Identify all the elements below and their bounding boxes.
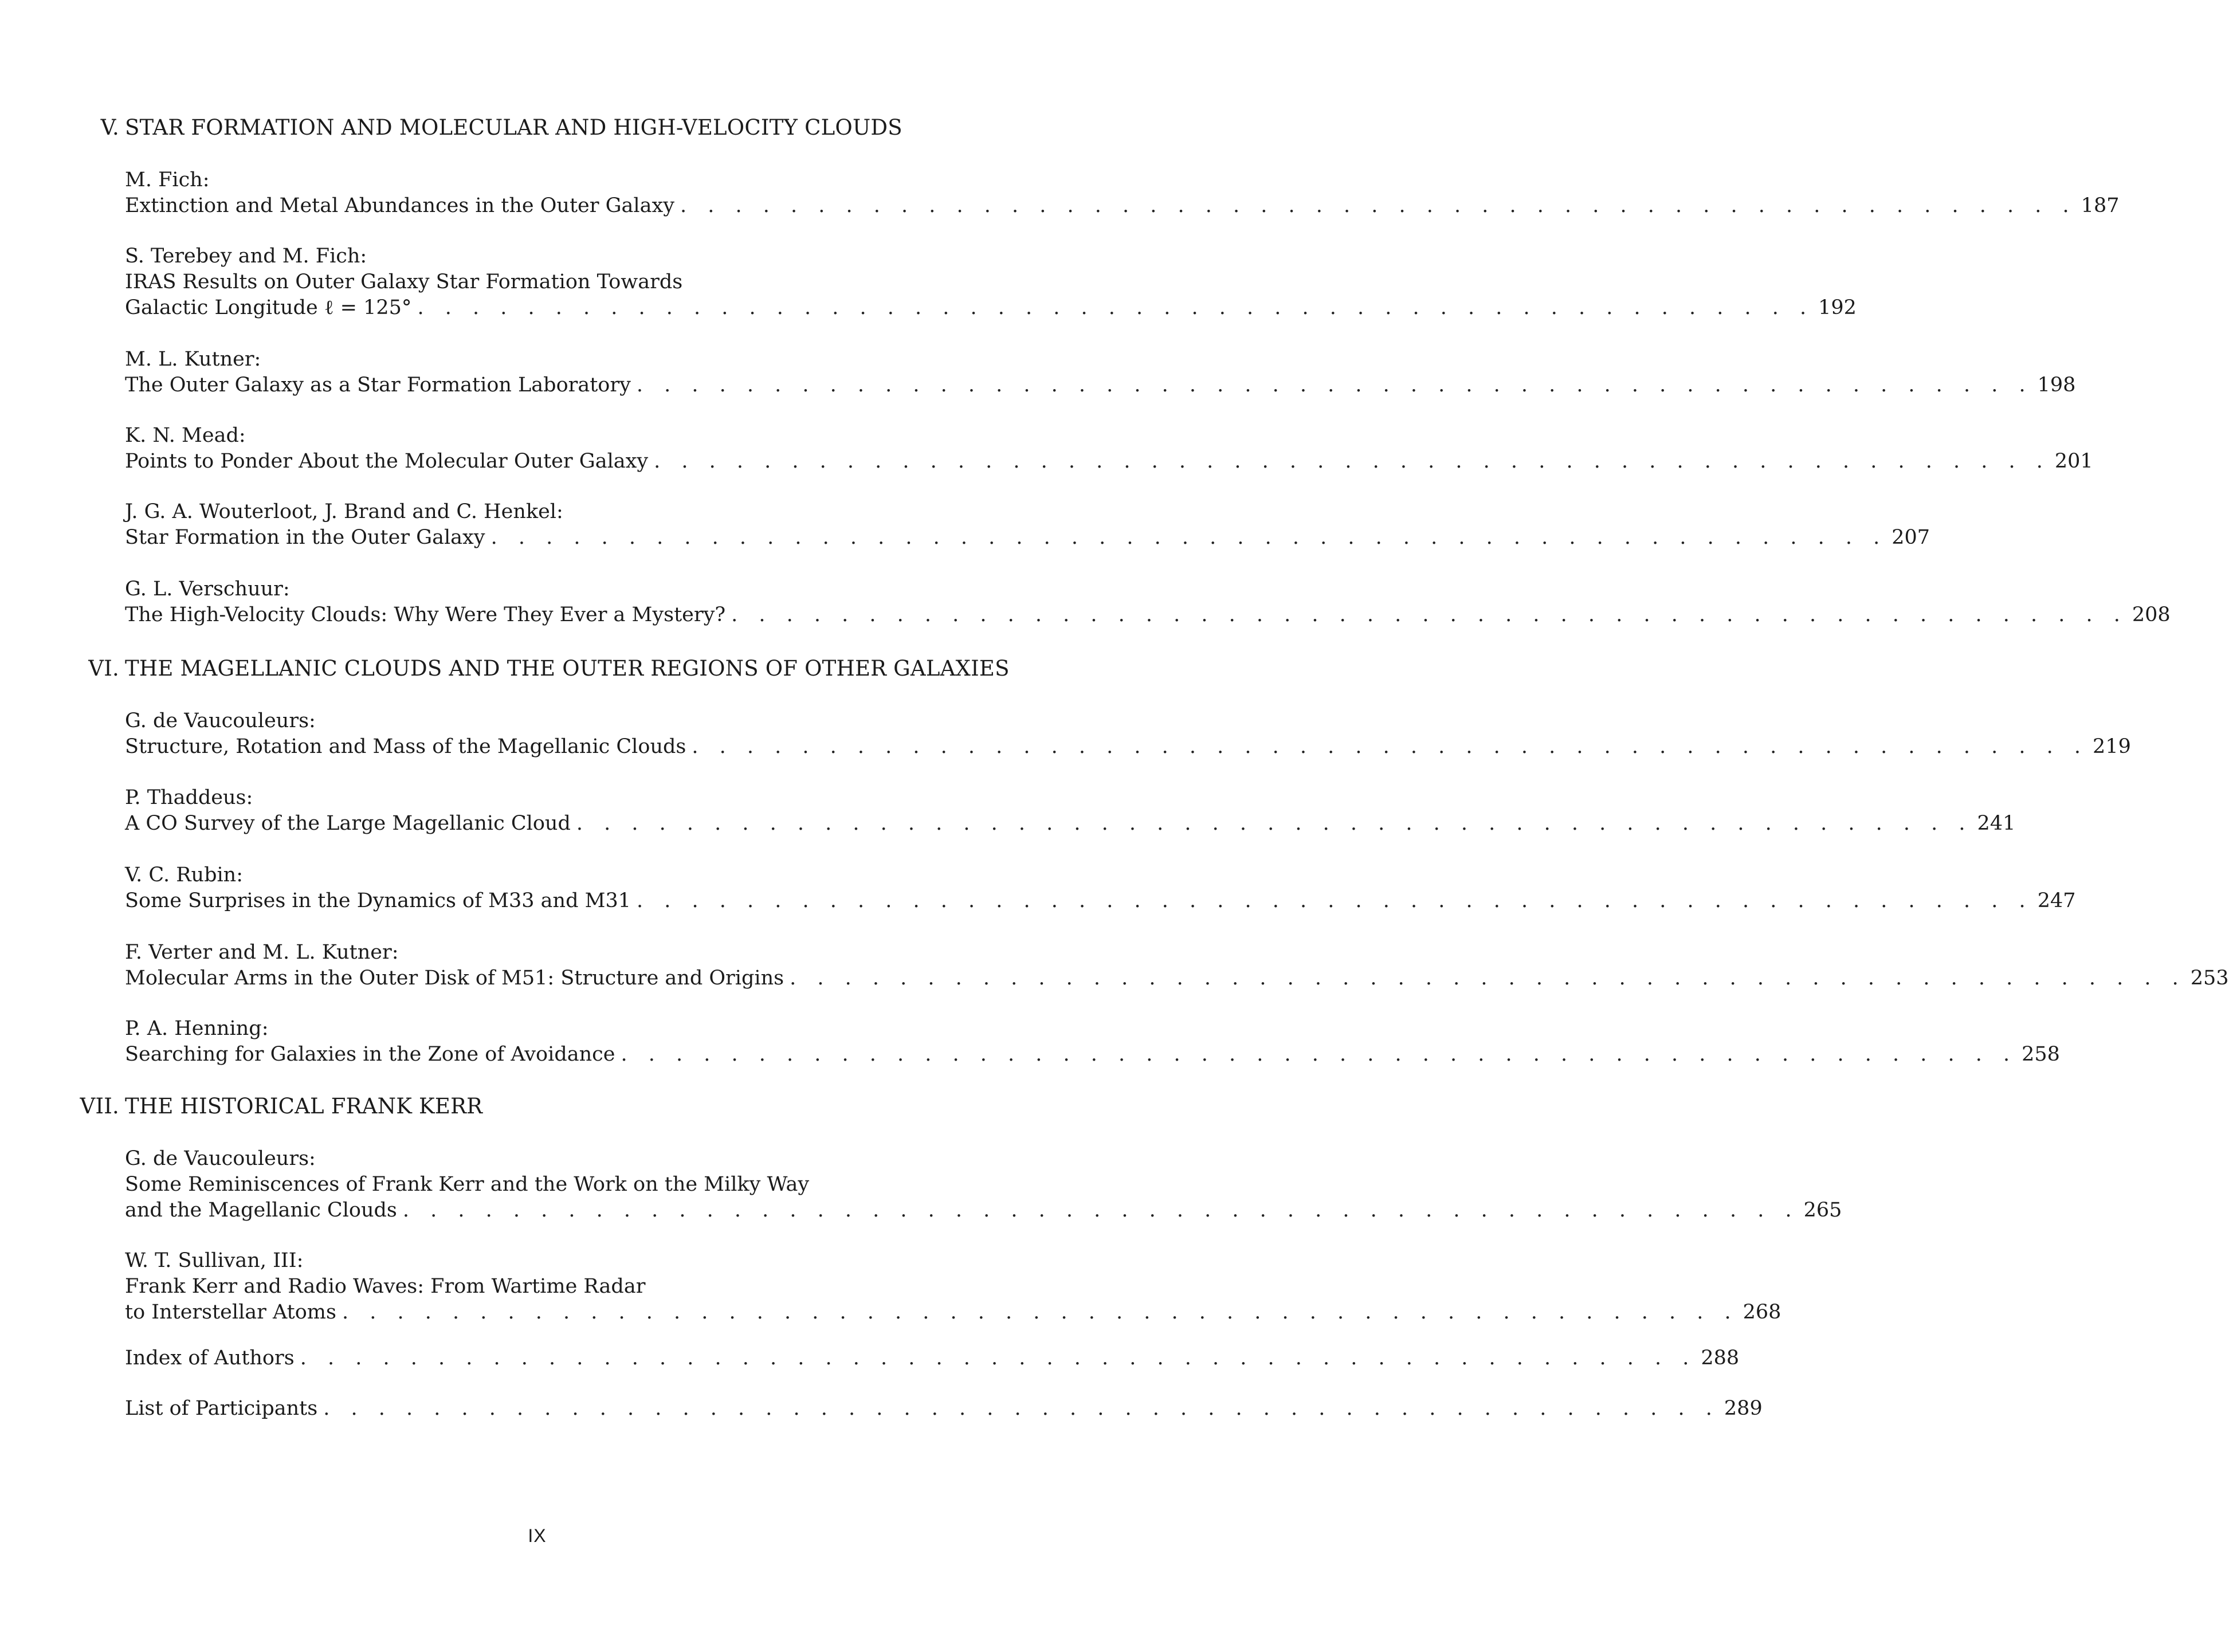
dot-leader: . . . . . . . . . . . . . . . . . . . . . . . . . . . . . . . . . . . . . . . . . . . . . . . . . . . xyxy=(692,735,2089,758)
entry-title: to Interstellar Atoms xyxy=(125,1301,336,1324)
entry-title: Star Formation in the Outer Galaxy xyxy=(125,526,485,549)
toc-entry[interactable] xyxy=(125,1248,1781,1325)
entry-page-number: 289 xyxy=(1724,1397,1763,1420)
entry-title-row xyxy=(125,525,1930,551)
toc-entry[interactable] xyxy=(125,167,2120,219)
toc-entry[interactable] xyxy=(125,862,2076,914)
section-heading xyxy=(66,1094,482,1119)
entry-title-row xyxy=(125,449,2093,474)
entry-author: G. de Vaucouleurs: xyxy=(125,1147,316,1170)
entry-page-number: 288 xyxy=(1701,1347,1740,1370)
dot-leader: . . . . . . . . . . . . . . . . . . . . . . . . . . . . . . . . . . . . . . . . . . . . . . . . . . . xyxy=(637,889,2033,912)
dot-leader: . . . . . . . . . . . . . . . . . . . . . . . . . . . . . . . . . . . . . . . . . . . . . . . . . . . xyxy=(417,296,1814,319)
back-matter-label: List of Participants xyxy=(125,1397,318,1420)
dot-leader: . . . . . . . . . . . . . . . . . . . . . . . . . . . . . . . . . . . . . . . . . . . . . . . . . . . xyxy=(490,526,1887,549)
entry-author: F. Verter and M. L. Kutner: xyxy=(125,941,399,964)
toc-entry[interactable] xyxy=(125,785,2016,837)
entry-title-row xyxy=(125,734,2131,760)
dot-leader: . . . . . . . . . . . . . . . . . . . . . . . . . . . . . . . . . . . . . . . . . . . . . . . . . . . xyxy=(300,1347,1697,1370)
entry-title-row xyxy=(125,372,2076,398)
entry-title-row xyxy=(125,193,2120,219)
page-folio: IX xyxy=(528,1525,547,1546)
entry-title-line: Frank Kerr and Radio Waves: From Wartime Radar xyxy=(125,1275,646,1298)
entry-page-number: 258 xyxy=(2022,1043,2060,1066)
dot-leader: . . . . . . . . . . . . . . . . . . . . . . . . . . . . . . . . . . . . . . . . . . . . . . . . . . . xyxy=(576,812,1973,835)
toc-entry[interactable] xyxy=(125,708,2131,760)
entry-title: Some Surprises in the Dynamics of M33 and M31 xyxy=(125,889,631,912)
entry-author: S. Terebey and M. Fich: xyxy=(125,245,367,268)
entry-page-number: 268 xyxy=(1743,1301,1781,1324)
entry-page-number: 219 xyxy=(2093,735,2131,758)
entry-author: K. N. Mead: xyxy=(125,424,246,447)
entry-author: M. L. Kutner: xyxy=(125,348,261,371)
entry-page-number: 241 xyxy=(1977,812,2016,835)
dot-leader: . . . . . . . . . . . . . . . . . . . . . . . . . . . . . . . . . . . . . . . . . . . . . . . . . . . xyxy=(731,603,2128,626)
entry-page-number: 198 xyxy=(2037,374,2076,397)
entry-page-number: 265 xyxy=(1803,1199,1842,1222)
entry-author: P. A. Henning: xyxy=(125,1017,269,1040)
section-title: STAR FORMATION AND MOLECULAR AND HIGH-VELOCITY CLOUDS xyxy=(125,115,902,140)
dot-leader: . . . . . . . . . . . . . . . . . . . . . . . . . . . . . . . . . . . . . . . . . . . . . . . . . . . xyxy=(402,1199,1799,1222)
entry-title: Extinction and Metal Abundances in the Outer Galaxy xyxy=(125,194,674,217)
entry-title-row xyxy=(125,1198,1842,1223)
entry-author: V. C. Rubin: xyxy=(125,864,244,886)
entry-page-number: 208 xyxy=(2132,603,2171,626)
back-matter-label: Index of Authors xyxy=(125,1347,295,1370)
section-heading xyxy=(66,115,902,140)
entry-title-row xyxy=(125,811,2016,837)
entry-title: The Outer Galaxy as a Star Formation Laboratory xyxy=(125,374,631,397)
toc-entry[interactable] xyxy=(125,423,2093,474)
entry-title: A CO Survey of the Large Magellanic Cloud xyxy=(125,812,571,835)
dot-leader: . . . . . . . . . . . . . . . . . . . . . . . . . . . . . . . . . . . . . . . . . . . . . . . . . . . xyxy=(680,194,2077,217)
entry-author: G. de Vaucouleurs: xyxy=(125,709,316,732)
entry-title-row xyxy=(125,1396,1763,1422)
entry-page-number: 192 xyxy=(1818,296,1857,319)
entry-author: G. L. Verschuur: xyxy=(125,578,290,601)
entry-author: J. G. A. Wouterloot, J. Brand and C. Henkel: xyxy=(125,500,563,523)
dot-leader: . . . . . . . . . . . . . . . . . . . . . . . . . . . . . . . . . . . . . . . . . . . . . . . . . . . xyxy=(636,374,2033,397)
dot-leader: . . . . . . . . . . . . . . . . . . . . . . . . . . . . . . . . . . . . . . . . . . . . . . . . . . . xyxy=(654,450,2050,473)
entry-title-line: Some Reminiscences of Frank Kerr and the Work on the Milky Way xyxy=(125,1173,810,1196)
entry-title-row xyxy=(125,888,2076,914)
entry-title-line: IRAS Results on Outer Galaxy Star Formation Towards xyxy=(125,270,683,293)
toc-entry[interactable] xyxy=(125,1016,2060,1068)
toc-entry[interactable] xyxy=(125,347,2076,398)
entry-title-row xyxy=(125,295,1857,321)
entry-page-number: 247 xyxy=(2037,889,2076,912)
entry-author: P. Thaddeus: xyxy=(125,786,253,809)
back-matter-entry[interactable] xyxy=(125,1396,1763,1422)
entry-page-number: 201 xyxy=(2054,450,2093,473)
entry-author: W. T. Sullivan, III: xyxy=(125,1249,304,1272)
dot-leader: . . . . . . . . . . . . . . . . . . . . . . . . . . . . . . . . . . . . . . . . . . . . . . . . . . . xyxy=(621,1043,2018,1066)
toc-entry[interactable] xyxy=(125,1146,1842,1223)
entry-title-row xyxy=(125,1300,1781,1325)
entry-page-number: 207 xyxy=(1891,526,1930,549)
toc-entry[interactable] xyxy=(125,576,2171,628)
toc-entry[interactable] xyxy=(125,244,1857,321)
dot-leader: . . . . . . . . . . . . . . . . . . . . . . . . . . . . . . . . . . . . . . . . . . . . . . . . . . . xyxy=(323,1397,1720,1420)
section-title: THE HISTORICAL FRANK KERR xyxy=(125,1094,483,1119)
section-number: V. xyxy=(100,115,119,140)
entry-page-number: 187 xyxy=(2081,194,2120,217)
entry-title-row xyxy=(125,966,2229,991)
section-heading xyxy=(66,656,1010,681)
entry-title: Galactic Longitude ℓ = 125° xyxy=(125,296,412,319)
entry-title-row xyxy=(125,602,2171,628)
entry-title: Structure, Rotation and Mass of the Magellanic Clouds xyxy=(125,735,686,758)
entry-title: Points to Ponder About the Molecular Outer Galaxy xyxy=(125,450,649,473)
entry-title: The High-Velocity Clouds: Why Were They Ever a Mystery? xyxy=(125,603,726,626)
section-title: THE MAGELLANIC CLOUDS AND THE OUTER REGIONS OF OTHER GALAXIES xyxy=(125,656,1010,681)
entry-title: Molecular Arms in the Outer Disk of M51: Structure and Origins xyxy=(125,967,784,990)
entry-author: M. Fich: xyxy=(125,168,210,191)
dot-leader: . . . . . . . . . . . . . . . . . . . . . . . . . . . . . . . . . . . . . . . . . . . . . . . . . . . xyxy=(342,1301,1739,1324)
entry-title: and the Magellanic Clouds xyxy=(125,1199,397,1222)
entry-title-row xyxy=(125,1042,2060,1068)
entry-page-number: 253 xyxy=(2190,967,2229,990)
entry-title: Searching for Galaxies in the Zone of Avoidance xyxy=(125,1043,615,1066)
back-matter-entry[interactable] xyxy=(125,1345,1740,1371)
dot-leader: . . . . . . . . . . . . . . . . . . . . . . . . . . . . . . . . . . . . . . . . . . . . . . . . . . . xyxy=(790,967,2186,990)
toc-entry[interactable] xyxy=(125,940,2229,991)
entry-title-row xyxy=(125,1345,1740,1371)
toc-entry[interactable] xyxy=(125,499,1930,551)
section-number: VII. xyxy=(80,1094,119,1119)
section-number: VI. xyxy=(88,656,119,681)
